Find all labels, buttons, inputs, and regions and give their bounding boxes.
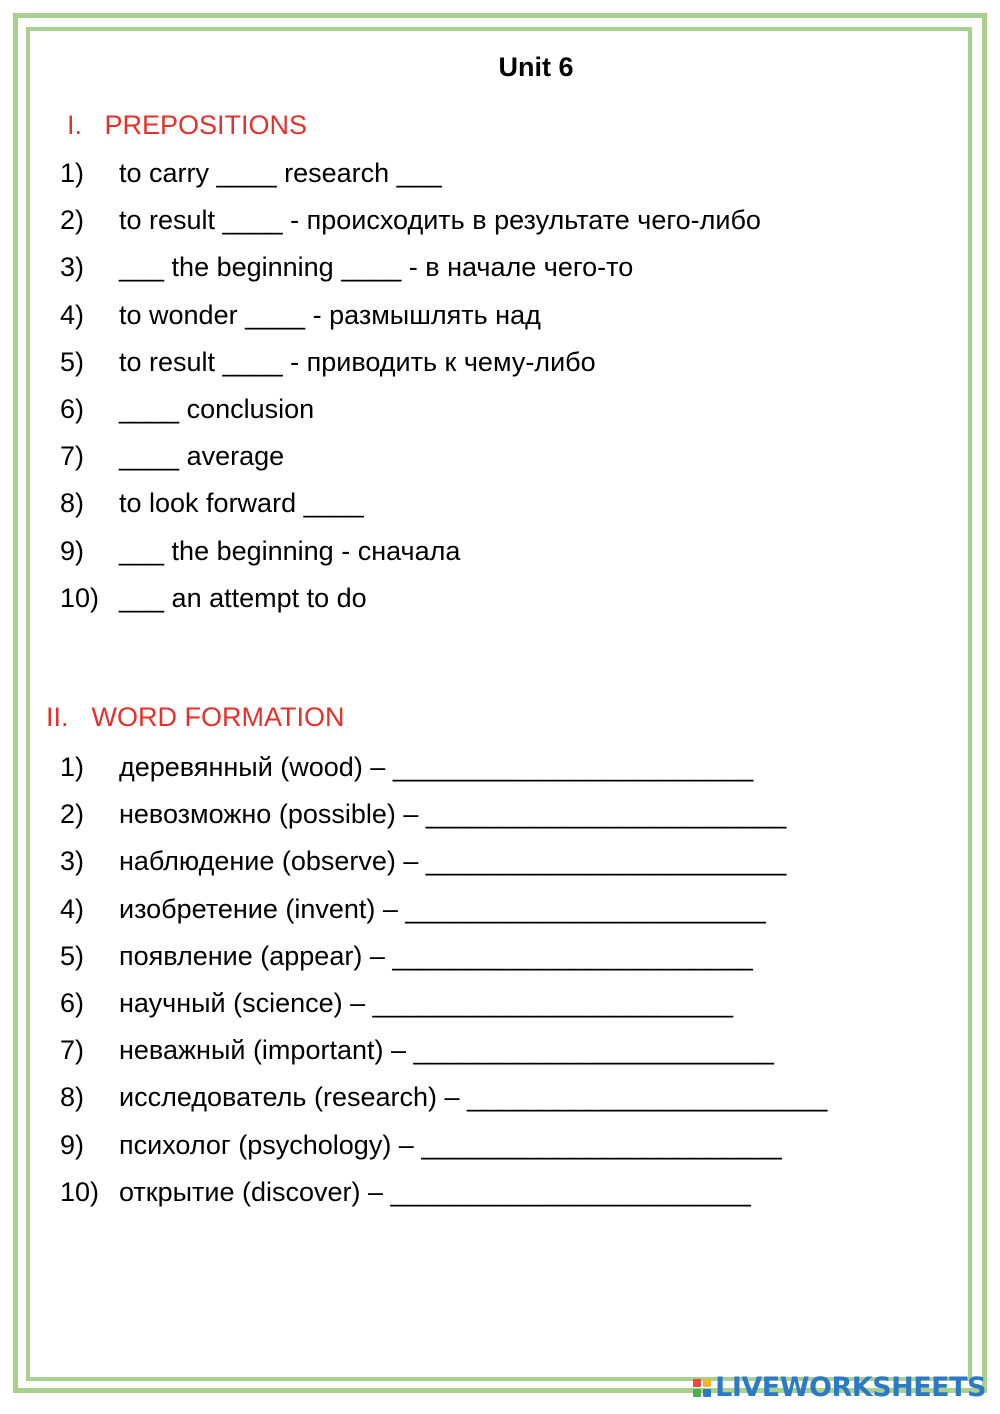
list-item [60, 150, 761, 197]
section-title: PREPOSITIONS [104, 110, 308, 140]
item-number: 7) [60, 441, 85, 472]
item-number: 9) [60, 1129, 85, 1160]
item-number: 4) [60, 893, 85, 924]
list-item [60, 292, 761, 339]
section-numeral: I. [67, 110, 83, 140]
item-number: 1) [60, 158, 85, 189]
item-number: 3) [60, 846, 85, 877]
item-number: 4) [60, 299, 85, 330]
section-heading-prepositions [67, 110, 307, 141]
item-text: психолог (psychology) – ________________________ [119, 1129, 782, 1160]
list-item [60, 386, 761, 433]
item-text: открытие (discover) – ________________________ [119, 1176, 751, 1207]
item-number: 10) [60, 582, 100, 613]
list-item [60, 1169, 827, 1216]
item-number: 5) [60, 346, 85, 377]
logo-square [693, 1379, 701, 1387]
list-item [60, 791, 827, 838]
list-item [60, 197, 761, 244]
item-text: ___ an attempt to do [119, 582, 367, 613]
item-text: to result ____ - приводить к чему-либо [119, 346, 596, 377]
list-item [60, 1074, 827, 1121]
item-text: ____ conclusion [119, 394, 315, 425]
prepositions-list [60, 150, 761, 622]
item-number: 9) [60, 535, 85, 566]
item-number: 7) [60, 1035, 85, 1066]
liveworksheets-logo [693, 1372, 986, 1403]
item-text: to result ____ - происходить в результате чего-либо [119, 205, 761, 236]
logo-square [703, 1379, 711, 1387]
list-item [60, 744, 827, 791]
logo-text: LIVEWORKSHEETS [715, 1372, 986, 1403]
item-text: наблюдение (observe) – ________________________ [119, 846, 787, 877]
item-number: 6) [60, 394, 85, 425]
list-item [60, 838, 827, 885]
list-item [60, 433, 761, 480]
section-title: WORD FORMATION [91, 702, 345, 732]
list-item [60, 480, 761, 527]
list-item [60, 980, 827, 1027]
item-text: ___ the beginning - сначала [119, 535, 461, 566]
item-text: to wonder ____ - размышлять над [119, 299, 541, 330]
list-item [60, 1027, 827, 1074]
list-item [60, 244, 761, 291]
item-text: ____ average [119, 441, 285, 472]
list-item [60, 528, 761, 575]
logo-square [693, 1389, 701, 1397]
item-text: деревянный (wood) – ________________________ [119, 752, 754, 783]
item-number: 10) [60, 1176, 100, 1207]
list-item [60, 886, 827, 933]
item-text: исследователь (research) – ________________________ [119, 1082, 828, 1113]
logo-square [703, 1389, 711, 1397]
item-number: 8) [60, 488, 85, 519]
item-text: to carry ____ research ___ [119, 158, 442, 189]
item-text: изобретение (invent) – ________________________ [119, 893, 766, 924]
item-number: 2) [60, 799, 85, 830]
item-text: ___ the beginning ____ - в начале чего-то [119, 252, 634, 283]
item-number: 6) [60, 988, 85, 1019]
section-heading-word-formation [46, 702, 344, 733]
item-text: научный (science) – ________________________ [119, 988, 734, 1019]
page-title: Unit 6 [498, 52, 574, 82]
item-number: 3) [60, 252, 85, 283]
item-number: 5) [60, 940, 85, 971]
item-number: 8) [60, 1082, 85, 1113]
list-item [60, 933, 827, 980]
item-text: неважный (important) – ________________________ [119, 1035, 774, 1066]
list-item [60, 339, 761, 386]
item-number: 1) [60, 752, 85, 783]
item-text: невозможно (possible) – ________________________ [119, 799, 787, 830]
item-text: to look forward ____ [119, 488, 364, 519]
item-number: 2) [60, 205, 85, 236]
item-text: появление (appear) – ________________________ [119, 940, 753, 971]
word-formation-list [60, 744, 827, 1216]
list-item [60, 575, 761, 622]
list-item [60, 1122, 827, 1169]
logo-mark-icon [693, 1379, 711, 1397]
section-numeral: II. [46, 702, 69, 732]
